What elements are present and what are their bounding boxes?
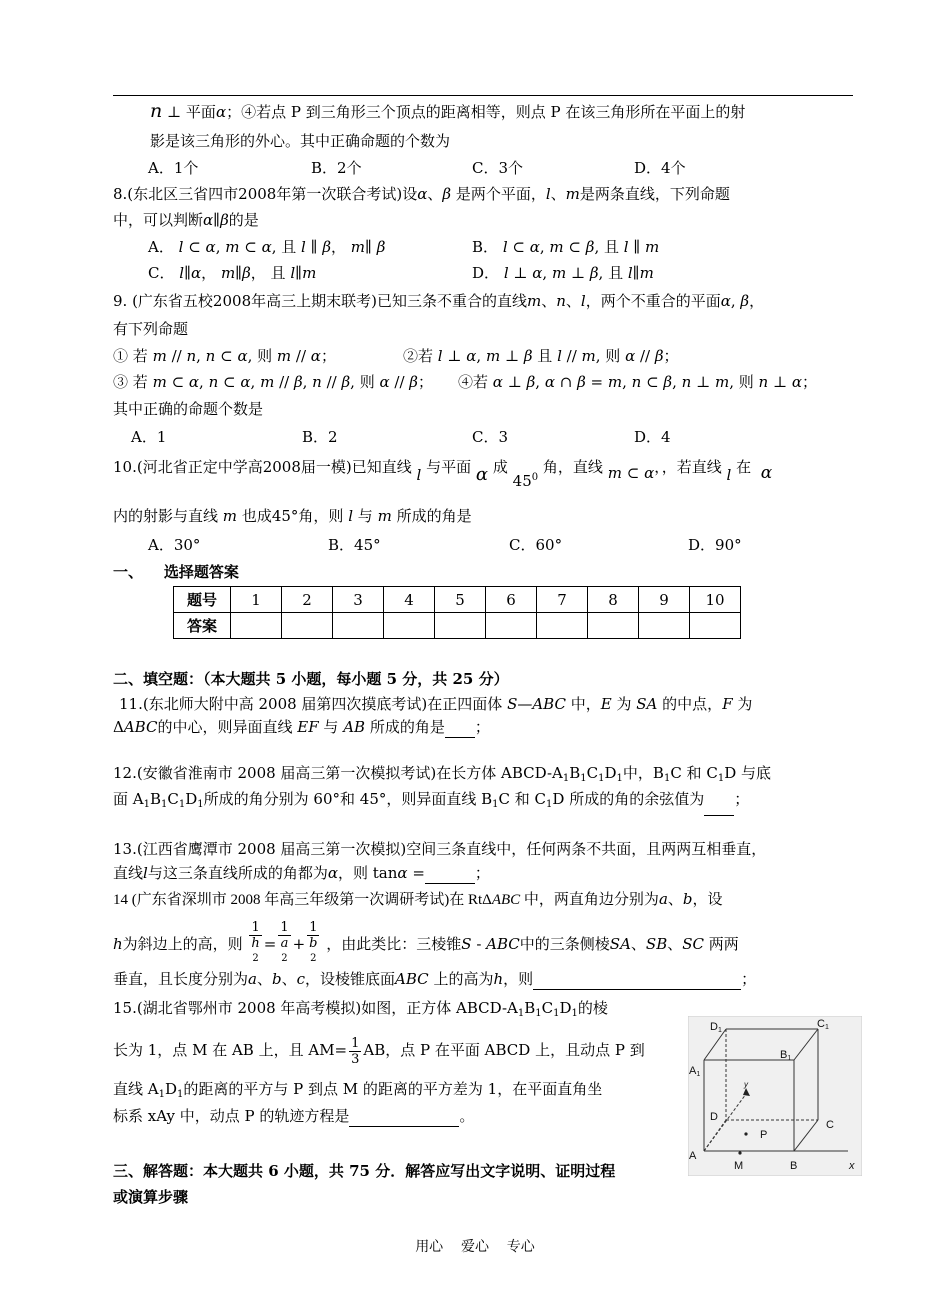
section-1-heading: 一、 选择题答案	[113, 563, 239, 581]
table-header-cell: 1	[231, 587, 282, 613]
q9-prop-3: ③ 若 m ⊂ α, n ⊂ α, m // β, n // β, 则 α // β；	[113, 373, 433, 391]
table-header-cell: 题号	[174, 587, 231, 613]
q7-option-a: A．1个	[148, 159, 199, 177]
q13-line1: 13.(江西省鹰潭市 2008 届高三第一次模拟)空间三条直线中，任何两条不共面，且两两互相垂直，	[113, 840, 767, 858]
q9-stem-line2: 有下列命题	[113, 320, 189, 338]
q8-option-c: C． l∥α， m∥β， 且 l∥m	[148, 264, 317, 282]
q8-option-d: D． l ⊥ α, m ⊥ β, 且 l∥m	[472, 264, 654, 282]
q7-tail-line2: 影是该三角形的外心。其中正确命题的个数为	[150, 132, 451, 150]
answer-cell[interactable]	[333, 613, 384, 639]
q14-line1: 14 (广东省深圳市 2008 年高三年级第一次调研考试)在 RtΔABC 中，两直角边分别为a、b，设	[113, 890, 723, 908]
q13-line2: 直线l与这三条直线所成的角都为α，则 tanα = ；	[113, 864, 490, 882]
q7-option-c: C．3个	[472, 159, 524, 177]
q9-question: 其中正确的命题个数是	[113, 400, 264, 418]
page-footer: 用心 爱心 专心	[415, 1239, 535, 1255]
q9-option-c: C．3	[472, 428, 509, 446]
q9-option-d: D．4	[634, 428, 671, 446]
answer-row-label: 答案	[174, 613, 231, 639]
label-D: D	[710, 1111, 718, 1123]
table-header-cell: 7	[537, 587, 588, 613]
q8-stem-line1: 8.(东北区三省四市2008年第一次联合考试)设α、β 是两个平面，l、m是两条直线，下列命题	[113, 185, 730, 203]
answer-cell[interactable]	[639, 613, 690, 639]
answer-cell[interactable]	[588, 613, 639, 639]
table-header-cell: 9	[639, 587, 690, 613]
q12-line1: 12.(安徽省淮南市 2008 届高三第一次模拟考试)在长方体 ABCD-$A_1B_1C_1D_1$中，$B_1C$ 和 $C_1D$ 与底	[113, 764, 771, 784]
label-A1: A1	[689, 1065, 701, 1078]
answer-cell[interactable]	[486, 613, 537, 639]
label-y: y	[744, 1080, 748, 1089]
label-A: A	[689, 1150, 697, 1162]
answer-cell[interactable]	[231, 613, 282, 639]
answer-cell[interactable]	[690, 613, 741, 639]
table-header-cell: 2	[282, 587, 333, 613]
answer-cell[interactable]	[282, 613, 333, 639]
q7-option-b: B．2个	[311, 159, 362, 177]
q7-option-d: D．4个	[634, 159, 686, 177]
figure-background	[688, 1016, 862, 1176]
answer-cell[interactable]	[384, 613, 435, 639]
q15-line4: 标系 xAy 中，动点 P 的轨迹方程是 。	[113, 1107, 475, 1125]
q8-option-b: B． l ⊂ α, m ⊂ β, 且 l ∥ m	[472, 238, 660, 256]
q11-line2: ΔABC的中心，则异面直线 EF 与 AB 所成的角是 ；	[113, 718, 490, 736]
q10-option-b: B．45°	[328, 536, 381, 554]
q9-option-a: A．1	[131, 428, 167, 446]
table-header-cell: 5	[435, 587, 486, 613]
cube-figure	[688, 1016, 862, 1176]
q15-line1: 15.(湖北省鄂州市 2008 年高考模拟)如图，正方体 ABCD-$A_1B_1C_1D_1$的棱	[113, 999, 608, 1019]
q9-stem-line1: 9. (广东省五校2008年高三上期末联考)已知三条不重合的直线m、n、l，两个不重合的平面α, β，	[113, 292, 765, 310]
q8-stem-line2: 中，可以判断α∥β的是	[113, 211, 259, 229]
table-row	[174, 613, 741, 639]
q9-prop-1: ① 若 m // n, n ⊂ α, 则 m // α；	[113, 347, 336, 365]
q15-line3: 直线 $A_1D_1$的距离的平方与 P 到点 M 的距离的平方差为 1，在平面直角坐	[113, 1080, 603, 1100]
label-B1: B1	[780, 1049, 792, 1062]
label-C1: C1	[817, 1018, 829, 1031]
q11-line1: 11.(东北师大附中高 2008 届第四次摸底考试)在正四面体 S—ABC 中，E 为 SA 的中点，F 为	[119, 695, 753, 713]
label-P: P	[760, 1129, 768, 1141]
q10-option-a: A．30°	[148, 536, 201, 554]
table-header-cell: 10	[690, 587, 741, 613]
q15-line2: 长为 1，点 M 在 AB 上，且 AM= $\frac{1}{3}$ AB，点 P 在平面 ABCD 上，且动点 P 到	[113, 1035, 645, 1067]
q12-line2: 面 $A_1B_1C_1D_1$所成的角分别为 60°和 45°，则异面直线 $B_1C$ 和 $C_1D$ 所成的角的余弦值为 ；	[113, 788, 749, 816]
label-M: M	[734, 1160, 744, 1172]
table-header-cell: 3	[333, 587, 384, 613]
table-header-cell: 4	[384, 587, 435, 613]
q9-prop-2: ②若 l ⊥ α, m ⊥ β 且 l // m, 则 α // β；	[403, 347, 679, 365]
table-row	[174, 587, 741, 613]
header-rule	[113, 95, 853, 96]
table-header-cell: 8	[588, 587, 639, 613]
q9-option-b: B．2	[302, 428, 338, 446]
section-3-heading-line2: 或演算步骤	[113, 1188, 189, 1206]
table-header-cell: 6	[486, 587, 537, 613]
label-x: x	[849, 1160, 855, 1172]
label-C: C	[826, 1119, 834, 1131]
label-B: B	[790, 1160, 798, 1172]
q10-stem-line1: 10.(河北省正定中学高2008届一模)已知直线 l 与平面 α 成 $45^0$ 角，直线 m ⊂ α，，若直线 l 在 α	[113, 458, 773, 490]
label-D1: D1	[710, 1021, 722, 1034]
q10-stem-line2: 内的射影与直线 m 也成45°角，则 l 与 m 所成的角是	[113, 507, 472, 525]
answer-cell[interactable]	[537, 613, 588, 639]
q9-prop-4: ④若 α ⊥ β, α ∩ β = m, n ⊂ β, n ⊥ m, 则 n ⊥ α；	[458, 373, 817, 391]
q7-tail-line1: n ⊥ 平面α；④若点 P 到三角形三个顶点的距离相等，则点 P 在该三角形所在平面上的射	[150, 100, 746, 122]
q8-option-a: A． l ⊂ α, m ⊂ α, 且 l ∥ β， m∥ β	[148, 238, 386, 256]
q14-line3: 垂直，且长度分别为a、b、c，设棱锥底面ABC 上的高为h，则 ；	[113, 970, 757, 988]
q14-line2: h为斜边上的高，则 1 h $^2$ = 1 a $^2$ + 1 b $^2$ ，由此类比：三棱锥S - ABC中的三条侧棱SA、SB、SC 两两	[113, 920, 739, 964]
answer-table	[173, 586, 741, 639]
q10-option-d: D．90°	[688, 536, 742, 554]
q10-option-c: C．60°	[509, 536, 563, 554]
answer-cell[interactable]	[435, 613, 486, 639]
section-2-heading: 二、填空题：（本大题共 5 小题，每小题 5 分，共 25 分）	[113, 670, 509, 688]
section-3-heading-line1: 三、解答题：本大题共 6 小题，共 75 分．解答应写出文字说明、证明过程	[113, 1162, 616, 1180]
